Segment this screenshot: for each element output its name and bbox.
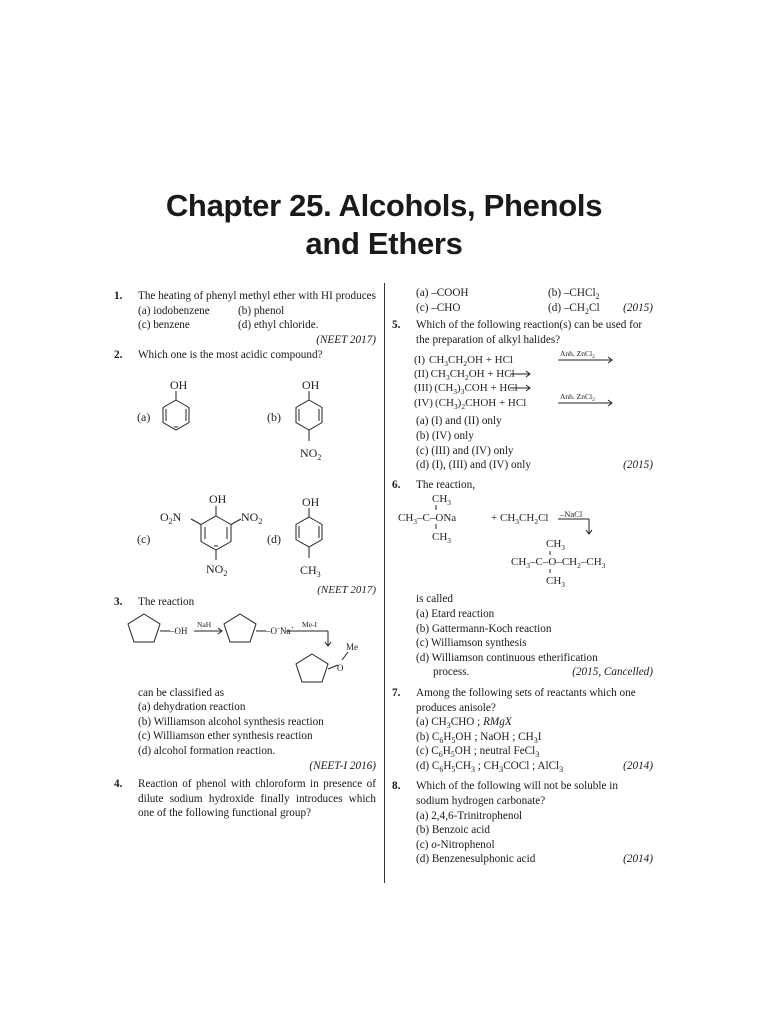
no2-label: $NO_2$ [241,509,263,526]
option-b: (b) phenol [238,304,285,317]
option-a: (a) 2,4,6-Trinitrophenol [416,809,523,822]
alkyl-halide-reactions [392,348,653,414]
option-b: (b) (IV) only [416,429,474,442]
question-text: The reaction [138,595,195,608]
ch3-label: $CH_3$ [300,562,321,579]
question-5 [392,318,653,473]
option-c: (c) benzene [138,319,190,332]
oh-label: OH [302,494,320,509]
option-d: (d) Williamson continuous etherification [416,651,598,664]
option-c: (c) o-Nitrophenol [416,838,495,851]
reaction-iv: (IV) $(CH_3)_2CHOH$ + HCl [414,397,527,412]
o2n-label: $O_2N$ [160,509,182,526]
option-d: (d) Benzenesulphonic acid (2014) [416,853,653,866]
ether-o: O [337,662,344,673]
label-a: (a) [137,409,151,424]
chapter-title-line2: and Ethers [305,226,463,261]
oh-label: OH [209,491,227,506]
question-source: (2015, Cancelled) [572,666,653,679]
option-c: (c) Williamson ether synthesis reaction [138,730,313,743]
option-d: (d) alcohol formation reaction. [138,744,276,757]
oh-label: OH [170,377,188,392]
question-6 [392,478,653,680]
question-text: Which one is the most acidic compound? [138,349,323,362]
no2-label: $NO_2$ [206,561,228,578]
reagent-label: Anh. ZnCl$_2$ [560,349,595,361]
reaction-ii: (II) $CH_3CH_2OH$ + HCl [414,368,515,383]
option-a: (a) (I) and (II) only [416,415,502,428]
question-text-cont: can be classified as [138,686,225,699]
question-number: 6. [392,478,401,491]
chapter-title-line1: Chapter 25. Alcohols, Phenols [165,188,603,223]
question-1 [114,289,376,347]
option-a: (a) iodobenzene [138,304,210,317]
right-column [392,286,653,867]
question-4 [114,777,376,821]
question-3 [114,595,376,773]
reactant-1: $CH_3-C$–ONa [398,512,457,527]
question-text: The reaction, [416,478,476,491]
williamson-reaction-scheme [392,492,653,592]
question-source: (2015) [623,459,653,472]
question-source: (NEET-I 2016) [309,759,376,772]
nacl-label: –NaCl [560,509,583,520]
question-8 [392,779,653,867]
option-a: (a) Etard reaction [416,607,495,620]
ch3-bottom: $CH_3$ [432,531,452,546]
option-d: (d) $C_6H_5CH_3$ ; $CH_3COCl$ ; AlCl$_3$ (2014) [416,759,653,775]
question-number: 7. [392,686,401,699]
question-text: Which of the following reaction(s) can be used for the preparation of alkyl halides? [416,319,643,346]
option-c: (c) Williamson synthesis [416,637,527,650]
label-c: (c) [137,531,151,546]
reagent-mei: Me-I [302,619,317,629]
reactant-2: $CH_3CH_2Cl$ [500,512,549,527]
oh-group: –OH [170,625,188,636]
no2-label: $NO_2$ [300,445,322,462]
product-ch3-top: $CH_3$ [546,538,566,553]
option-b: (b) Benzoic acid [416,824,490,837]
question-source: (2014) [623,759,653,772]
question-7 [392,686,653,774]
question-text-cont: is called [416,593,453,606]
option-c: (c) $C_6H_5OH$ ; neutral FeCl$_3$ [416,745,540,760]
option-d: (d) (I), (III) and (IV) only (2015) [416,459,653,472]
question-number: 2. [114,349,123,362]
alkoxide-group: –O–Na+ [266,625,294,636]
option-b: (b) Williamson alcohol synthesis reaction [138,715,324,728]
product-ch3-bottom: $CH_3$ [546,575,566,590]
question-source: (NEET 2017) [317,583,376,595]
question-number: 3. [114,595,123,608]
product: $CH_3-C-O-CH_2-CH_3$ [511,556,606,571]
option-b: (b) –CHCl$_2$ [548,287,600,302]
reagent-label: Anh. ZnCl$_2$ [560,392,595,404]
question-number: 4. [114,778,123,791]
methyl-label: Me [346,641,358,652]
williamson-scheme [114,610,376,686]
question-2 [114,348,376,595]
label-b: (b) [267,409,281,424]
option-d: (d) ethyl chloride. [238,319,319,332]
acidity-structures [114,363,376,595]
oh-label: OH [302,377,320,392]
option-a: (a) $CH_3CHO$ ; RMgX [416,716,512,731]
column-divider [384,283,385,883]
question-text: The heating of phenyl methyl ether with HI produces [138,290,376,302]
option-a: (a) –COOH [416,287,469,299]
option-a: (a) dehydration reaction [138,701,246,714]
left-column [114,289,376,821]
question-source: (2014) [623,853,653,866]
plus-sign: + [491,512,498,525]
question-text: Among the following sets of reactants which one produces anisole? [416,686,636,714]
option-b: (b) Gattermann-Koch reaction [416,622,552,635]
option-d: (d) $-CH_2Cl$ (2015) [548,301,653,316]
reaction-iii: (III) $(CH_3)_3COH$ + HCl [414,382,518,397]
question-text: Which of the following will not be soluble in sodium hydrogen carbonate? [416,780,618,808]
question-number: 8. [392,780,401,793]
option-c: (c) –CHO [416,301,461,314]
option-c: (c) (III) and (IV) only [416,444,514,457]
option-b: (b) $C_6H_5OH$ ; NaOH ; $CH_3I$ [416,730,542,745]
label-d: (d) [267,531,281,546]
question-4-options [392,286,653,315]
reagent-nah: NaH [197,619,212,629]
question-text: Reaction of phenol with chloroform in presence of dilute sodium hydroxide finally introduces which one of the following functional group? [138,778,376,820]
reaction-i: (I) $CH_3CH_2OH$ + HCl [414,354,513,369]
option-d-cont: process. (2015, Cancelled) [433,666,653,679]
question-source: (NEET 2017) [316,333,376,346]
question-number: 5. [392,319,401,332]
ch3-top: $CH_3$ [432,493,452,508]
question-source: (2015) [623,301,653,314]
question-number: 1. [114,290,123,302]
